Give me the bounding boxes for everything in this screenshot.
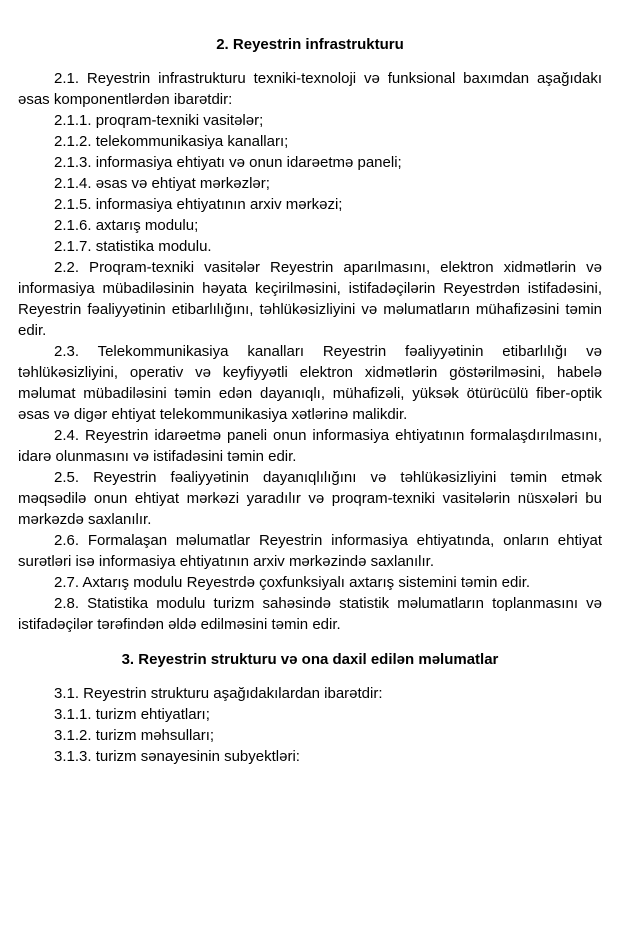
list-item-2-1-6: 2.1.6. axtarış modulu; <box>54 217 199 234</box>
paragraph-2-1: 2.1. Reyestrin infrastrukturu texniki-texnoloji və funksional baxımdan aşağıdakı əsas komponentlərdən ibarətdir: <box>18 70 602 108</box>
paragraph-2-6: 2.6. Formalaşan məlumatlar Reyestrin informasiya ehtiyatında, onların ehtiyat surətləri isə informasiya ehtiyatının arxiv mərkəzində saxlanılır. <box>18 532 602 570</box>
paragraph-2-5: 2.5. Reyestrin fəaliyyətinin dayanıqlılığını və təhlükəsizliyini təmin etmək məqsədilə onun ehtiyat mərkəzi yaradılır və proqram-texniki vasitələrin nüsxələri bu mərkəzdə saxlanılır. <box>18 469 602 528</box>
list-item-2-1-5: 2.1.5. informasiya ehtiyatının arxiv mərkəzi; <box>54 196 343 213</box>
paragraph-2-3: 2.3. Telekommunikasiya kanalları Reyestrin fəaliyyətinin etibarlılığı və təhlükəsizliyini, operativ və keyfiyyətli elektron xidmətlərin göstərilməsini, habelə məlumat mübadiləsini təmin edən dayanıqlı, mühafizəli, yüksək ötürücülü fiber-optik əsas və digər ehtiyat telekommunikasiya xətlərinə malikdir. <box>18 343 602 423</box>
list-item-2-1-1: 2.1.1. proqram-texniki vasitələr; <box>54 112 264 129</box>
paragraph-2-8: 2.8. Statistika modulu turizm sahəsində statistik məlumatların toplanmasını və istifadəçilər tərəfindən əldə edilməsini təmin edir. <box>18 595 602 633</box>
paragraph-2-4: 2.4. Reyestrin idarəetmə paneli onun informasiya ehtiyatının formalaşdırılmasını, idarə olunmasını və istifadəsini təmin edir. <box>18 427 602 465</box>
list-item-2-1-2: 2.1.2. telekommunikasiya kanalları; <box>54 133 289 150</box>
list-item-3-1-2: 3.1.2. turizm məhsulları; <box>54 727 215 744</box>
list-item-2-1-4: 2.1.4. əsas və ehtiyat mərkəzlər; <box>54 175 270 192</box>
paragraph-2-7: 2.7. Axtarış modulu Reyestrdə çoxfunksiyalı axtarış sistemini təmin edir. <box>54 574 531 591</box>
section-3-heading: 3. Reyestrin strukturu və ona daxil edilən məlumatlar <box>121 651 499 668</box>
section-2-heading: 2. Reyestrin infrastrukturu <box>216 36 404 53</box>
paragraph-3-1: 3.1. Reyestrin strukturu aşağıdakılardan ibarətdir: <box>54 685 383 702</box>
list-item-3-1-1: 3.1.1. turizm ehtiyatları; <box>54 706 210 723</box>
list-item-2-1-3: 2.1.3. informasiya ehtiyatı və onun idarəetmə paneli; <box>54 154 402 171</box>
list-item-3-1-3: 3.1.3. turizm sənayesinin subyektləri: <box>54 748 300 765</box>
list-item-2-1-7: 2.1.7. statistika modulu. <box>54 238 212 255</box>
paragraph-2-2: 2.2. Proqram-texniki vasitələr Reyestrin aparılmasını, elektron xidmətlərin və informasiya mübadiləsinin həyata keçirilməsini, istifadəçilərin Reyestrdən istifadəsini, Reyestrin fəaliyyətinin etibarlılığını, təhlükəsizliyini və məlumatların mühafizəsini təmin edir. <box>18 259 602 339</box>
